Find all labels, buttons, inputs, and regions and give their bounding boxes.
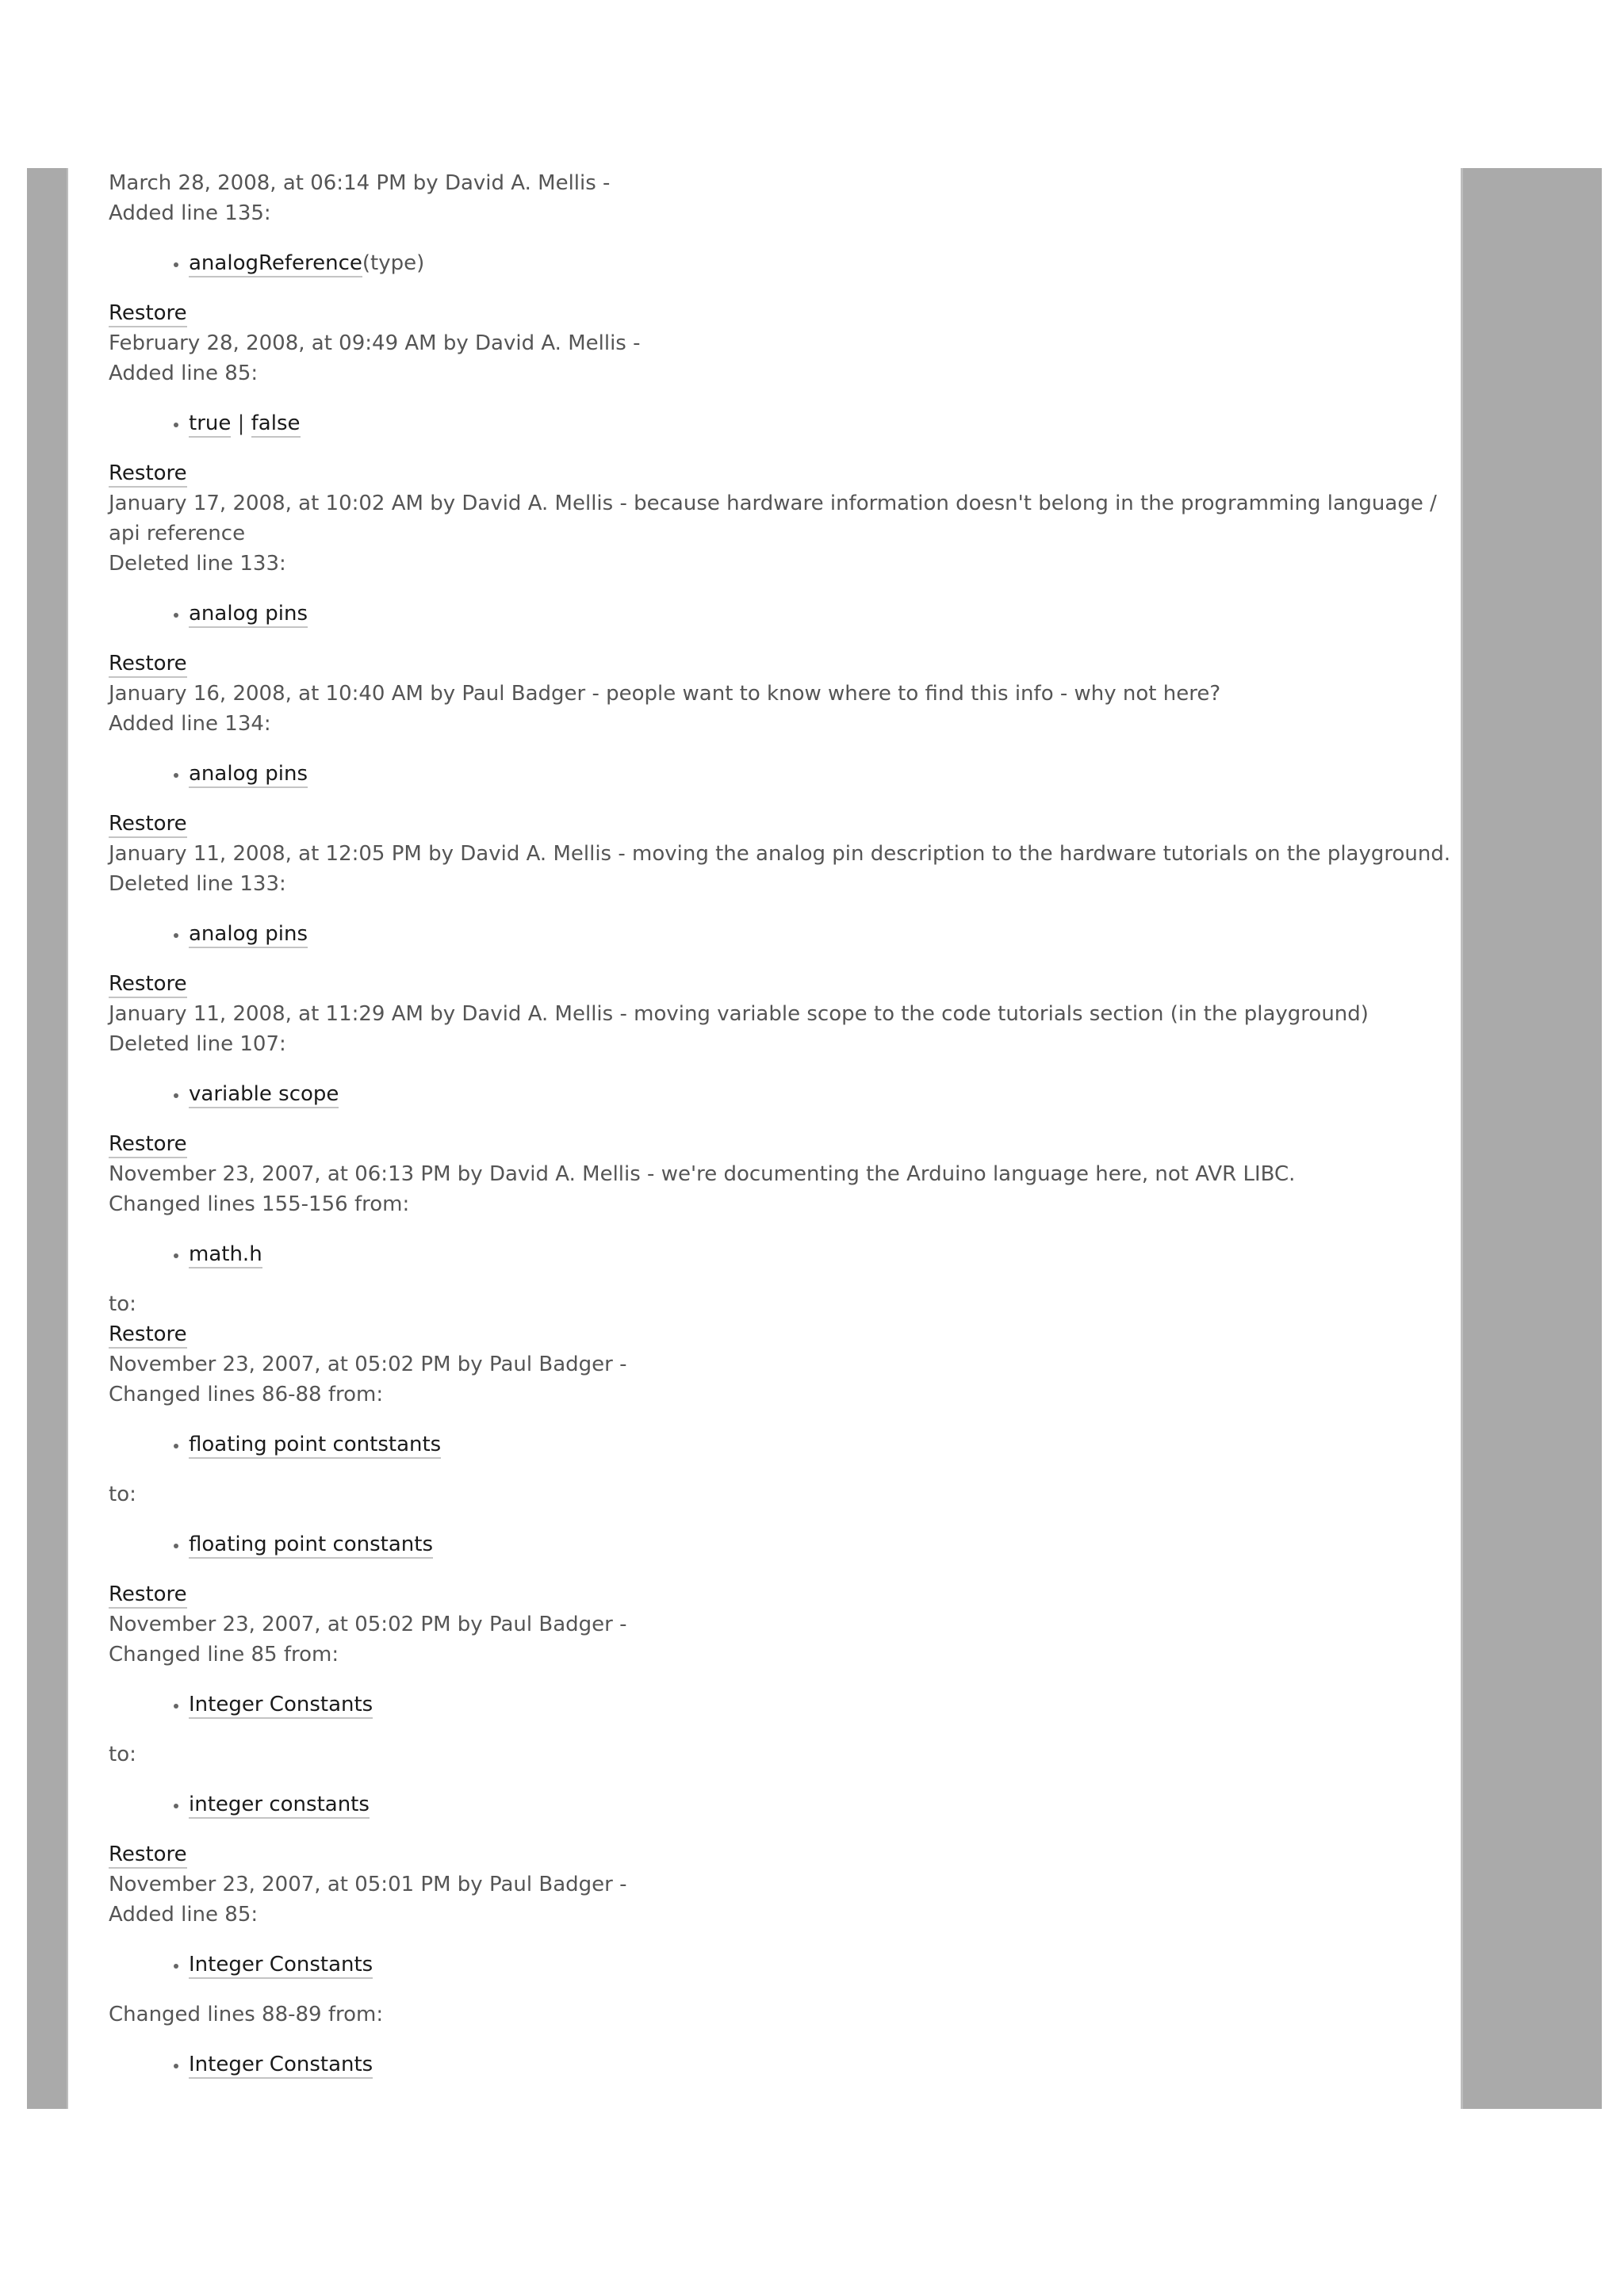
history-entry — [109, 1159, 1457, 1349]
variable-scope-link[interactable]: variable scope — [189, 1082, 339, 1108]
history-entry — [109, 839, 1457, 999]
diff-item — [189, 759, 1457, 789]
true-link[interactable]: true — [189, 411, 231, 438]
diff-summary: Deleted line 133: — [109, 872, 286, 896]
diff-item — [189, 1079, 1457, 1109]
analog-pins-link[interactable]: analog pins — [189, 602, 308, 628]
diff-list — [109, 248, 1457, 278]
history-entry — [109, 488, 1457, 679]
diff-item — [189, 1429, 1457, 1460]
diff-list — [109, 1529, 1457, 1559]
diff-item — [189, 1950, 1457, 1980]
restore-link[interactable]: Restore — [109, 1843, 187, 1869]
diff-item — [189, 919, 1457, 949]
diff-item — [189, 599, 1457, 629]
math-h-link[interactable]: math.h — [189, 1242, 262, 1269]
page-history-content — [109, 168, 1457, 2099]
diff-summary: Added line 85: — [109, 362, 259, 385]
diff-summary: Deleted line 107: — [109, 1032, 286, 1056]
diff-summary: Changed lines 86-88 from: — [109, 1383, 384, 1406]
diff-list — [109, 759, 1457, 789]
history-entry — [109, 328, 1457, 488]
restore-link[interactable]: Restore — [109, 652, 187, 678]
revision-meta: November 23, 2007, at 05:02 PM by Paul Badger - — [109, 1353, 627, 1376]
diff-list — [109, 599, 1457, 629]
restore-link[interactable]: Restore — [109, 812, 187, 838]
to-label: to: — [109, 1743, 136, 1766]
history-entry — [109, 168, 1457, 328]
analogreference-link[interactable]: analogReference — [189, 251, 362, 277]
history-entry — [109, 679, 1457, 839]
diff-list — [109, 2049, 1457, 2080]
analog-pins-link[interactable]: analog pins — [189, 762, 308, 788]
revision-meta: January 11, 2008, at 11:29 AM by David A. Mellis - moving variable scope to the code tutorials section (in the playground) — [109, 1002, 1369, 1026]
diff-list — [109, 1789, 1457, 1820]
diff-list — [109, 919, 1457, 949]
integer-constants-link[interactable]: integer constants — [189, 1793, 370, 1819]
restore-link[interactable]: Restore — [109, 1322, 187, 1349]
history-entry — [109, 1609, 1457, 1869]
diff-summary: Added line 134: — [109, 712, 271, 736]
diff-item — [189, 1789, 1457, 1820]
revision-meta: November 23, 2007, at 06:13 PM by David A. Mellis - we're documenting the Arduino language here, not AVR LIBC. — [109, 1162, 1296, 1186]
diff-summary: Changed lines 155-156 from: — [109, 1192, 410, 1216]
diff-summary: Changed lines 88-89 from: — [109, 2003, 384, 2026]
revision-meta: February 28, 2008, at 09:49 AM by David A. Mellis - — [109, 331, 641, 355]
restore-link[interactable]: Restore — [109, 1582, 187, 1609]
integer-constants-link[interactable]: Integer Constants — [189, 1693, 373, 1719]
history-entry — [109, 999, 1457, 1159]
diff-item — [189, 1239, 1457, 1269]
to-label: to: — [109, 1292, 136, 1316]
link-suffix: (type) — [362, 251, 425, 275]
floating-point-constants-link[interactable]: floating point constants — [189, 1533, 433, 1559]
diff-item — [189, 248, 1457, 278]
right-sidebar-bar — [1461, 168, 1602, 2109]
diff-list — [109, 1079, 1457, 1109]
history-entry — [109, 1349, 1457, 1609]
revision-meta: January 11, 2008, at 12:05 PM by David A. Mellis - moving the analog pin description to the hardware tutorials on the playground. — [109, 842, 1451, 866]
diff-summary: Deleted line 133: — [109, 552, 286, 576]
diff-item — [189, 1689, 1457, 1720]
revision-meta: January 16, 2008, at 10:40 AM by Paul Badger - people want to know where to find this info - why not here? — [109, 682, 1221, 706]
restore-link[interactable]: Restore — [109, 301, 187, 327]
diff-item — [189, 2049, 1457, 2080]
false-link[interactable]: false — [251, 411, 301, 438]
revision-meta: March 28, 2008, at 06:14 PM by David A. Mellis - — [109, 171, 611, 195]
diff-item — [189, 408, 1457, 438]
floating-point-contstants-link[interactable]: floating point contstants — [189, 1433, 441, 1459]
history-entry — [109, 1869, 1457, 2080]
diff-summary: Changed line 85 from: — [109, 1643, 339, 1667]
diff-list — [109, 408, 1457, 438]
restore-link[interactable]: Restore — [109, 1132, 187, 1158]
restore-link[interactable]: Restore — [109, 972, 187, 998]
diff-summary: Added line 85: — [109, 1903, 259, 1927]
integer-constants-link[interactable]: Integer Constants — [189, 1953, 373, 1979]
diff-list — [109, 1429, 1457, 1460]
diff-summary: Added line 135: — [109, 201, 271, 225]
diff-list — [109, 1239, 1457, 1269]
integer-constants-link[interactable]: Integer Constants — [189, 2053, 373, 2079]
diff-item — [189, 1529, 1457, 1559]
restore-link[interactable]: Restore — [109, 461, 187, 488]
diff-list — [109, 1689, 1457, 1720]
revision-meta: November 23, 2007, at 05:02 PM by Paul Badger - — [109, 1613, 627, 1636]
revision-meta: November 23, 2007, at 05:01 PM by Paul Badger - — [109, 1873, 627, 1896]
left-sidebar-bar — [27, 168, 68, 2109]
separator: | — [237, 411, 245, 435]
analog-pins-link[interactable]: analog pins — [189, 922, 308, 948]
diff-list — [109, 1950, 1457, 1980]
revision-meta: January 17, 2008, at 10:02 AM by David A. Mellis - because hardware information doesn't belong in the programming language / api reference — [109, 492, 1437, 545]
to-label: to: — [109, 1483, 136, 1506]
